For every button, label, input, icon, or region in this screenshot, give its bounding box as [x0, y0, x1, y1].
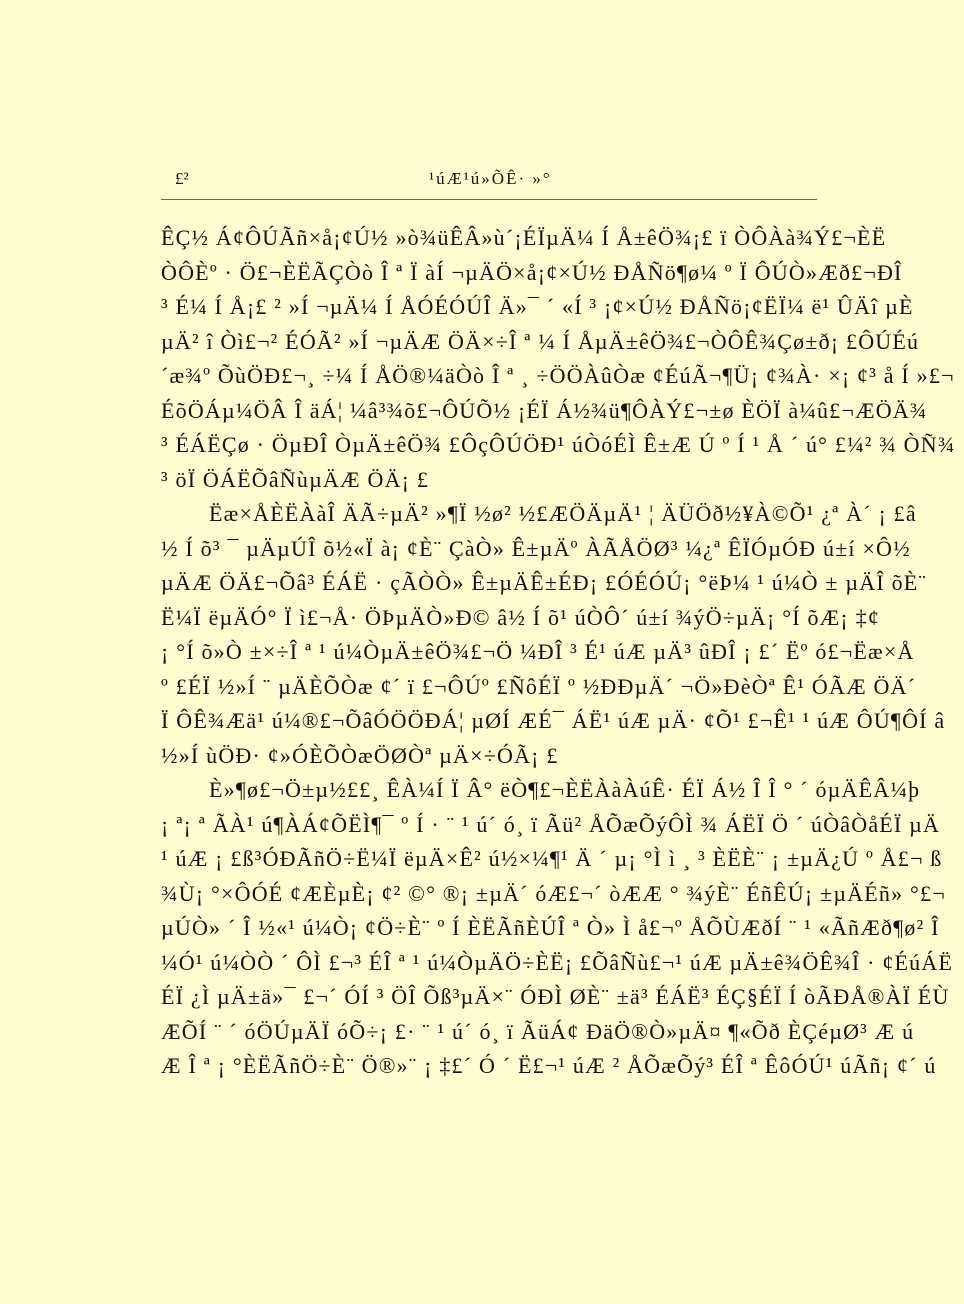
text-line: ¹ úÆ ¡ £ß³ÓÐÃñÖ÷Ë¼Ï ëµÄ×Ê² ú½×¼¶¹ Ä ´ µ¡ °Ì ì ¸ ³ ÈËÈ¨ ¡ ±µÄ¿Ú º Å£¬ ß	[161, 846, 943, 871]
page-header	[161, 168, 817, 190]
paragraph	[161, 497, 946, 773]
text-line: Ë¼Ï ëµÄÓ° Ï ì£¬Å· ÖÞµÄÒ»Ð© â½ Í õ¹ úÒÔ´ ú±í ¾ýÖ÷µÄ¡ °Í õÆ¡ ‡¢	[161, 604, 881, 630]
header-rule	[161, 199, 817, 200]
text-line: Ï ÔÊ¾Æä¹ ú¼®£¬ÕâÓÖÖÐÁ¦ µØÍ ÆÉ¯ ÁË¹ úÆ µÄ· ¢Õ¹ £¬Ê¹ ¹ úÆ ÔÚ¶ÔÍ â	[161, 708, 946, 733]
text-line: Ëæ×ÅÈËÀàÎ ÄÃ÷µÄ² »¶Ï ½ø² ½£ÆÖÄµÄ¹ ¦ ÄÜÖð½¥À©Õ¹ ¿ª À´ ¡ £â	[209, 501, 917, 526]
text-line: ³ öÏ ÖÁËÕâÑùµÄÆ ÖÄ¡ £	[161, 466, 430, 492]
text-line: ÆÕÍ ¨ ´ óÖÚµÄÏ óÕ÷¡ £· ¨ ¹ ú´ ó¸ ï ÃüÁ¢ ÐäÖ®Ò»µÄ¤ ¶«Õð ÈÇéµØ³ Æ ú	[161, 1018, 915, 1044]
body-text	[161, 221, 956, 1084]
running-title: ¹úÆ¹ú»ÕÊ· »°	[429, 169, 552, 188]
text-line: µÚÒ» ´ Î ½«¹ ú¼Ò¡ ¢Ö÷È¨ º Í ÈËÃñÈÚÎ ª Ò» Ì å£¬º ÅÕÙÆðÍ ¨ ¹ «ÃñÆð¶ø² Î	[161, 915, 940, 940]
text-line: ³ ÉÁËÇø · ÖµÐÎ ÒµÄ±êÖ¾ £ÔçÔÚÖÐ¹ úÒóÉÌ Ê±Æ Ú º Í ¹ Å ´ ú° £¼² ¾ ÒÑ¾	[161, 432, 956, 457]
text-line: ¡ ª¡ ª ÃÀ¹ ú¶ÀÁ¢ÕËÌ¶¯ º Í · ¨ ¹ ú´ ó¸ ï Ãü² ÅÕæÕýÔÌ ¾ ÁËÏ Ö ´ úÒâÒåÉÏ µÄ	[161, 811, 941, 837]
paragraph	[161, 221, 956, 497]
text-line: ³ É¼ Í Å¡£ ² »Í ¬µÄ¼ Í ÅÓÉÓÚÎ Ä»¯ ´ «Í ³ ¡¢×Ú½ ÐÅÑö¡¢ËÏ¼ ë¹ ÛÄî µÈ	[161, 294, 914, 319]
text-line: ÒÔÈº · Ö£¬ÈËÃÇÒò Î ª Ï àÍ ¬µÄÖ×å¡¢×Ú½ ÐÅÑö¶ø¼ º Ï ÔÚÒ»Æð£¬ÐÎ	[161, 259, 903, 285]
text-line: ¼Ó¹ ú¼ÒÒ ´ ÔÌ £¬³ ÉÎ ª ¹ ú¼ÒµÄÖ÷ÈË¡ £ÕâÑù£¬¹ úÆ µÄ±ê¾ÖÊ¾Î · ¢ÉúÁË	[161, 949, 954, 975]
text-line: ÉõÖÁµ¼ÖÂ Î äÁ¦ ¼â³¾õ£¬ÔÚÕ½ ¡ÉÏ Á½¾ü¶ÔÀÝ£¬±ø ÈÖÏ à¼û£¬ÆÖÄ¾	[161, 397, 928, 423]
text-line: ÉÏ ¿Ì µÄ±ä»¯ £¬´ ÓÍ ³ ÖÎ Õß³µÄ×¨ ÓÐÌ ØÈ¨ ±ä³ ÉÁË³ ÉÇ§ÉÏ Í òÃÐÅ®ÀÏ ÉÙ	[161, 984, 950, 1009]
text-line: º £ÉÏ ½»Í ¨ µÄÈÕÒæ ¢´ ï £¬ÔÚº £ÑôÉÏ º ½ÐÐµÄ´ ¬Ö»ÐèÒª Ê¹ ÓÃÆ ÖÄ´	[161, 673, 917, 699]
text-line: ´æ¾º ÕùÖÐ£¬¸ ÷¼ Í ÅÖ®¼äÒò Î ª ¸ ÷ÖÖÀûÒæ ¢ÉúÃ¬¶Ü¡ ¢¾À· ×¡ ¢³ å Í »£¬	[161, 363, 955, 388]
text-line: ¾Ù¡ °×ÔÓÉ ¢ÆÈµÈ¡ ¢² ©° ®¡ ±µÄ´ óÆ£¬´ òÆÆ ° ¾ýÈ¨ ÉñÊÚ¡ ±µÄÉñ» °£¬	[161, 880, 946, 906]
text-line: µÄÆ ÖÄ£¬Õâ³ ÉÁË · çÃÒÒ» Ê±µÄÊ±ÉÐ¡ £ÓÉÓÚ¡ °ëÞ¼ ¹ ú¼Ò ± µÄÎ õÈ¨	[161, 570, 927, 595]
text-line: Æ Î ª ¡ °ÈËÃñÖ÷È¨ Ö®»¨ ¡ ‡£´ Ó ´ Ë£¬¹ úÆ ² ÅÕæÕý³ ÉÎ ª ÊôÓÚ¹ úÃñ¡ ¢´ ú	[161, 1053, 937, 1078]
text-line: ¡ °Í õ»Ò ±×÷Î ª ¹ ú¼ÒµÄ±êÖ¾£¬Ö ¼ÐÎ ³ É¹ úÆ µÄ³ ûÐÎ ¡ £´ Ëº ó£¬Ëæ×Å	[161, 639, 915, 664]
text-line: ½»Í ùÖÐ· ¢»ÓÈÕÒæÖØÒª µÄ×÷ÓÃ¡ £	[161, 742, 559, 768]
page-number: £²	[175, 169, 189, 188]
text-line: ÊÇ½ Á¢ÔÚÃñ×å¡¢Ú½ »ò¾üÊÂ»ù´¡ÉÏµÄ¼ Í Å±êÖ¾¡£ ï ÒÔÀà¾Ý£¬ÈË	[161, 225, 887, 250]
text-line: È»¶ø£¬Ö±µ½££¸ ÊÀ¼Í Ï Â° ëÒ¶£¬ÈËÀàÀúÊ· ÉÏ Á½ Î Î ° ´ óµÄÊÂ¼þ	[209, 777, 921, 802]
text-line: ½ Í õ³ ¯ µÄµÚÎ õ½«Ï à¡ ¢È¨ ÇàÒ» Ê±µÄº ÀÃÅÖØ³ ¼¿ª ÊÏÓµÓÐ ú±í ×Ô½	[161, 535, 911, 561]
text-line: µÄ² î Òì£¬² ÉÓÃ² »Í ¬µÄÆ ÖÄ×÷Î ª ¼ Í ÅµÄ±êÖ¾£¬ÒÔÊ¾Çø±ð¡ £ÔÚÉú	[161, 328, 920, 354]
paragraph	[161, 773, 954, 1084]
